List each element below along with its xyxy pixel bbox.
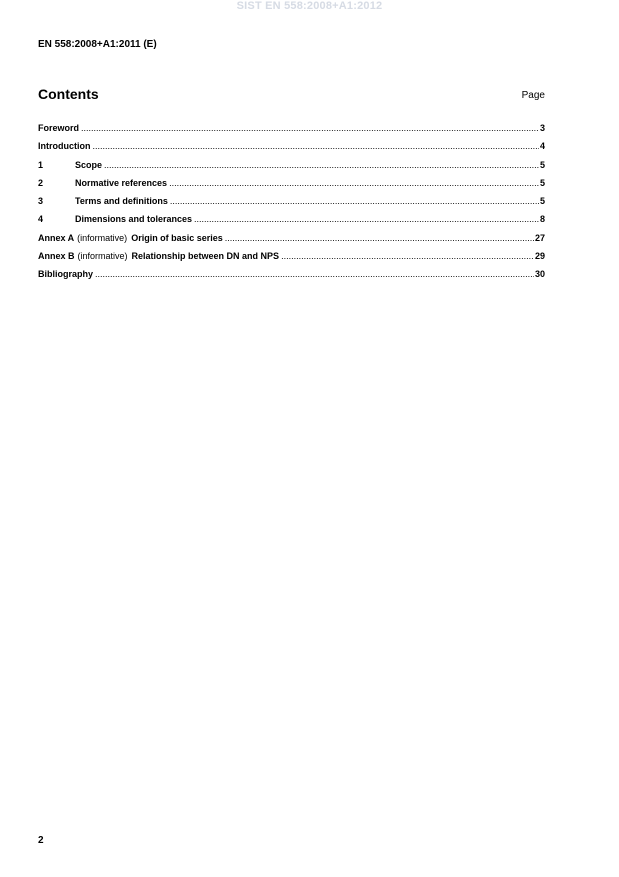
toc-entry-annex-a[interactable] (38, 233, 545, 251)
toc-leader-dots (170, 196, 539, 206)
toc-leader-dots (225, 233, 534, 243)
toc-entry-normative-references[interactable] (38, 178, 545, 196)
toc-entry-page: 3 (539, 123, 545, 133)
toc-entry-foreword[interactable] (38, 123, 545, 141)
toc-entry-introduction[interactable] (38, 141, 545, 159)
toc-entry-page: 30 (534, 269, 545, 280)
watermark: SIST EN 558:2008+A1:2012 (236, 0, 383, 12)
toc-entry-qualifier: (informative) (77, 232, 128, 243)
toc-leader-dots (194, 214, 539, 224)
table-of-contents (38, 123, 545, 288)
toc-entry-page: 29 (534, 251, 545, 262)
toc-leader-dots (81, 123, 539, 133)
toc-leader-dots (95, 269, 534, 279)
toc-entry-annex-b[interactable] (38, 251, 545, 269)
toc-entry-terms-and-definitions[interactable] (38, 196, 545, 214)
toc-entry-title: Foreword (38, 123, 80, 133)
toc-entry-bibliography[interactable] (38, 269, 545, 287)
toc-leader-dots (104, 160, 539, 170)
toc-entry-page: 8 (539, 214, 545, 225)
toc-entry-title: Normative references (75, 177, 168, 188)
page-column-label: Page (521, 90, 545, 101)
toc-entry-page: 4 (539, 141, 545, 152)
toc-leader-dots (281, 251, 534, 261)
toc-leader-dots (93, 141, 539, 151)
toc-entry-title: Scope (75, 159, 103, 170)
toc-entry-page: 27 (534, 232, 545, 243)
toc-entry-prefix: Annex A (38, 232, 75, 243)
toc-entry-number: 2 (38, 177, 44, 188)
toc-entry-prefix: Annex B (38, 251, 75, 262)
toc-entry-page: 5 (539, 196, 545, 207)
toc-entry-page: 5 (539, 159, 545, 170)
toc-entry-number: 1 (38, 159, 44, 170)
toc-entry-title: Terms and definitions (75, 196, 168, 207)
toc-leader-dots (169, 178, 539, 188)
document-id: EN 558:2008+A1:2011 (E) (38, 39, 157, 50)
toc-entry-dimensions-and-tolerances[interactable] (38, 214, 545, 232)
toc-entry-number: 4 (38, 214, 44, 225)
toc-entry-page: 5 (539, 177, 545, 188)
toc-entry-number: 3 (38, 196, 44, 207)
toc-entry-qualifier: (informative) (77, 251, 128, 262)
contents-title: Contents (38, 86, 99, 102)
toc-entry-title: Introduction (38, 141, 91, 152)
page-number: 2 (38, 835, 44, 846)
toc-entry-scope[interactable] (38, 160, 545, 178)
toc-entry-title: Origin of basic series (131, 232, 223, 243)
toc-entry-title: Relationship between DN and NPS (131, 251, 280, 262)
toc-entry-title: Dimensions and tolerances (75, 214, 193, 225)
toc-entry-title: Bibliography (38, 269, 94, 280)
